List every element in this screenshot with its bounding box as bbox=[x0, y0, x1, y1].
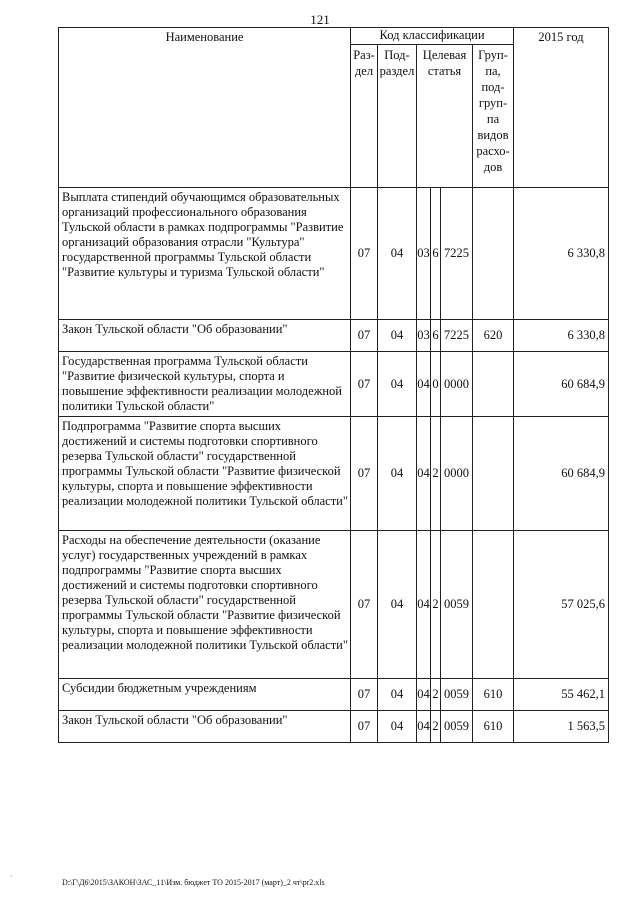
row-expense-type bbox=[473, 188, 514, 320]
row-subsection: 04 bbox=[378, 417, 417, 531]
row-target-program: 04 bbox=[417, 679, 431, 711]
row-target-program: 03 bbox=[417, 188, 431, 320]
row-name: Государственная программа Тульской области "Развитие физической культуры, спорта и повышение эффективности реализации молодежной политики Тульской области" bbox=[59, 352, 351, 417]
page-number: 121 bbox=[310, 12, 330, 27]
row-target-direction: 0059 bbox=[441, 711, 473, 743]
row-target-subprogram: 2 bbox=[431, 679, 441, 711]
row-expense-type: 620 bbox=[473, 320, 514, 352]
row-name: Расходы на обеспечение деятельности (оказание услуг) государственных учреждений в рамках подпрограммы "Развитие спорта высших достижений и системы подготовки спортивного резерва Тульской области" государственной программы Тульской области "Развитие физической культуры, спорта и повышение эффективности реализации молодежной политики Тульской области" bbox=[59, 531, 351, 679]
row-amount: 57 025,6 bbox=[514, 531, 609, 679]
row-target-subprogram: 6 bbox=[431, 320, 441, 352]
row-section: 07 bbox=[351, 320, 378, 352]
row-section: 07 bbox=[351, 711, 378, 743]
row-target-subprogram: 2 bbox=[431, 531, 441, 679]
row-target-subprogram: 0 bbox=[431, 352, 441, 417]
row-target-direction: 0059 bbox=[441, 531, 473, 679]
row-target-program: 04 bbox=[417, 417, 431, 531]
row-target-direction: 0000 bbox=[441, 417, 473, 531]
row-target-direction: 7225 bbox=[441, 320, 473, 352]
header-section: Раз- дел bbox=[351, 45, 378, 188]
row-name: Закон Тульской области "Об образовании" bbox=[59, 320, 351, 352]
row-target-program: 03 bbox=[417, 320, 431, 352]
row-target-subprogram: 6 bbox=[431, 188, 441, 320]
row-expense-type bbox=[473, 417, 514, 531]
header-name: Наименование bbox=[59, 28, 351, 188]
row-amount: 6 330,8 bbox=[514, 188, 609, 320]
header-target-article: Целевая статья bbox=[417, 45, 473, 188]
footer-file-path: D:\Г\Д6\2015\ЗАКОН\ЗАС_11\Изм. бюджет ТО 2015-2017 (март)_2 чт\pr2.xls bbox=[62, 878, 325, 887]
row-name: Закон Тульской области "Об образовании" bbox=[59, 711, 351, 743]
row-target-program: 04 bbox=[417, 711, 431, 743]
row-amount: 1 563,5 bbox=[514, 711, 609, 743]
header-year: 2015 год bbox=[514, 28, 609, 188]
row-section: 07 bbox=[351, 531, 378, 679]
row-section: 07 bbox=[351, 352, 378, 417]
scan-mark: · bbox=[10, 872, 13, 881]
row-target-direction: 0000 bbox=[441, 352, 473, 417]
row-section: 07 bbox=[351, 417, 378, 531]
table-row bbox=[59, 320, 609, 352]
table-row bbox=[59, 679, 609, 711]
row-name: Подпрограмма "Развитие спорта высших достижений и системы подготовки спортивного резерва Тульской области" государственной программы Тульской области "Развитие физической культуры, спорта и повышение эффективности реализации молодежной политики Тульской области" bbox=[59, 417, 351, 531]
row-target-direction: 7225 bbox=[441, 188, 473, 320]
row-target-program: 04 bbox=[417, 352, 431, 417]
row-amount: 6 330,8 bbox=[514, 320, 609, 352]
row-target-direction: 0059 bbox=[441, 679, 473, 711]
budget-table bbox=[58, 27, 609, 743]
row-subsection: 04 bbox=[378, 679, 417, 711]
row-expense-type bbox=[473, 531, 514, 679]
row-target-program: 04 bbox=[417, 531, 431, 679]
row-amount: 55 462,1 bbox=[514, 679, 609, 711]
row-amount: 60 684,9 bbox=[514, 352, 609, 417]
row-expense-type bbox=[473, 352, 514, 417]
row-section: 07 bbox=[351, 188, 378, 320]
header-expense-group: Груп- па, под- груп- па видов расхо- дов bbox=[473, 45, 514, 188]
header-subsection: Под- раздел bbox=[378, 45, 417, 188]
row-name: Выплата стипендий обучающимся образовательных организаций профессионального образования Тульской области в рамках подпрограммы "Развитие организаций образования отрасли "Культура" государственной программы Тульской области "Развитие культуры и туризма Тульской области" bbox=[59, 188, 351, 320]
row-subsection: 04 bbox=[378, 320, 417, 352]
row-section: 07 bbox=[351, 679, 378, 711]
row-name: Субсидии бюджетным учреждениям bbox=[59, 679, 351, 711]
table-row bbox=[59, 711, 609, 743]
row-target-subprogram: 2 bbox=[431, 417, 441, 531]
table-row bbox=[59, 531, 609, 679]
row-expense-type: 610 bbox=[473, 711, 514, 743]
table-row bbox=[59, 417, 609, 531]
table-row bbox=[59, 188, 609, 320]
table-row bbox=[59, 352, 609, 417]
row-subsection: 04 bbox=[378, 188, 417, 320]
header-classification-code: Код классификации bbox=[351, 28, 514, 45]
row-subsection: 04 bbox=[378, 352, 417, 417]
row-subsection: 04 bbox=[378, 711, 417, 743]
row-target-subprogram: 2 bbox=[431, 711, 441, 743]
row-amount: 60 684,9 bbox=[514, 417, 609, 531]
row-subsection: 04 bbox=[378, 531, 417, 679]
row-expense-type: 610 bbox=[473, 679, 514, 711]
